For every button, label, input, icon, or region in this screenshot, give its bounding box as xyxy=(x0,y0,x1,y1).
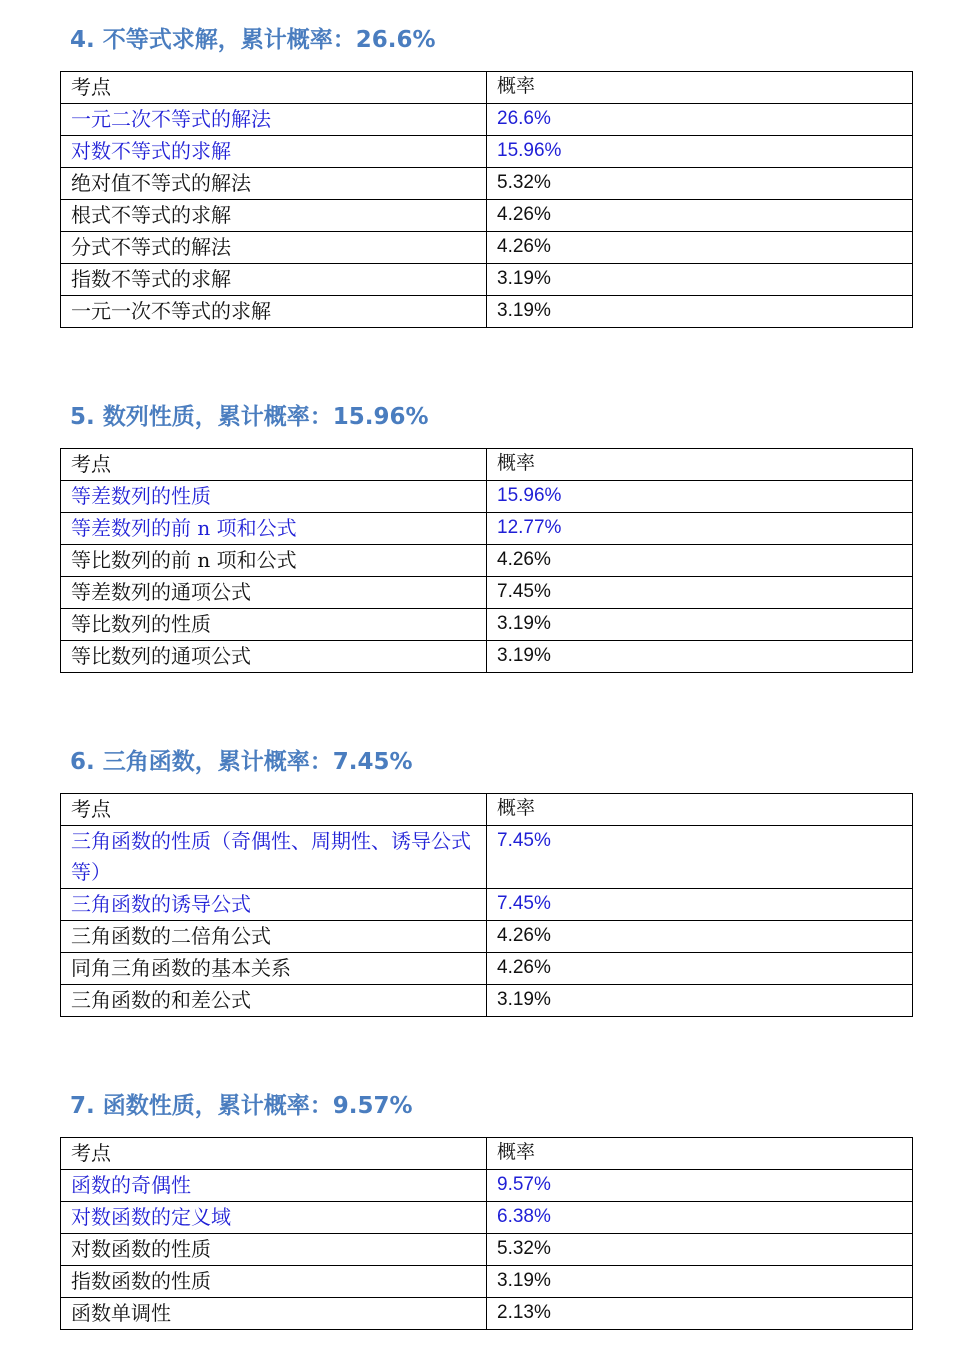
table-row xyxy=(61,953,913,985)
topic-cell: 对数函数的定义域 xyxy=(61,1202,487,1234)
table-row xyxy=(61,545,913,577)
probability-cell: 3.19% xyxy=(487,609,913,641)
table-row xyxy=(61,641,913,673)
section-functions xyxy=(60,1090,913,1325)
table-row xyxy=(61,296,913,328)
table-row xyxy=(61,921,913,953)
probability-cell: 4.26% xyxy=(487,921,913,953)
section-number: 5. xyxy=(70,404,95,430)
probability-cell: 3.19% xyxy=(487,296,913,328)
table-row xyxy=(61,1170,913,1202)
header-probability: 概率 xyxy=(487,1138,913,1170)
table-row xyxy=(61,1298,913,1330)
section-title: 不等式求解，累计概率：26.6% xyxy=(102,27,436,53)
header-topic: 考点 xyxy=(61,72,487,104)
topic-cell: 等差数列的通项公式 xyxy=(61,577,487,609)
section-number: 6. xyxy=(70,749,95,775)
section-sequence xyxy=(60,401,913,668)
table-row xyxy=(61,104,913,136)
table-header-row xyxy=(61,1138,913,1170)
section-heading xyxy=(70,746,913,778)
topic-cell: 对数函数的性质 xyxy=(61,1234,487,1266)
section-title: 函数性质，累计概率：9.57% xyxy=(102,1093,413,1119)
section-heading xyxy=(70,24,913,56)
topic-cell: 函数单调性 xyxy=(61,1298,487,1330)
header-probability: 概率 xyxy=(487,449,913,481)
table-header-row xyxy=(61,72,913,104)
topic-cell: 等比数列的性质 xyxy=(61,609,487,641)
topic-table xyxy=(60,793,913,1017)
table-row xyxy=(61,889,913,921)
table-row xyxy=(61,200,913,232)
topic-table xyxy=(60,1137,913,1330)
probability-cell: 3.19% xyxy=(487,1266,913,1298)
table-row xyxy=(61,577,913,609)
probability-cell: 4.26% xyxy=(487,232,913,264)
topic-table xyxy=(60,448,913,673)
topic-cell: 三角函数的性质（奇偶性、周期性、诱导公式等） xyxy=(61,826,487,889)
probability-cell: 3.19% xyxy=(487,641,913,673)
probability-cell: 3.19% xyxy=(487,264,913,296)
probability-cell: 4.26% xyxy=(487,953,913,985)
topic-cell: 三角函数的诱导公式 xyxy=(61,889,487,921)
topic-cell: 等比数列的通项公式 xyxy=(61,641,487,673)
table-row xyxy=(61,826,913,889)
topic-cell: 等差数列的前 n 项和公式 xyxy=(61,513,487,545)
table-row xyxy=(61,232,913,264)
header-topic: 考点 xyxy=(61,449,487,481)
header-probability: 概率 xyxy=(487,794,913,826)
topic-cell: 一元一次不等式的求解 xyxy=(61,296,487,328)
probability-cell: 7.45% xyxy=(487,889,913,921)
probability-cell: 6.38% xyxy=(487,1202,913,1234)
section-title: 三角函数，累计概率：7.45% xyxy=(102,749,413,775)
topic-cell: 三角函数的和差公式 xyxy=(61,985,487,1017)
topic-cell: 对数不等式的求解 xyxy=(61,136,487,168)
probability-cell: 4.26% xyxy=(487,545,913,577)
table-row xyxy=(61,264,913,296)
table-row xyxy=(61,481,913,513)
probability-cell: 15.96% xyxy=(487,481,913,513)
topic-cell: 根式不等式的求解 xyxy=(61,200,487,232)
probability-cell: 2.13% xyxy=(487,1298,913,1330)
topic-table xyxy=(60,71,913,328)
header-topic: 考点 xyxy=(61,1138,487,1170)
header-probability: 概率 xyxy=(487,72,913,104)
section-number: 7. xyxy=(70,1093,95,1119)
table-row xyxy=(61,513,913,545)
table-row xyxy=(61,136,913,168)
probability-cell: 5.32% xyxy=(487,168,913,200)
topic-cell: 绝对值不等式的解法 xyxy=(61,168,487,200)
table-row xyxy=(61,1202,913,1234)
topic-cell: 指数函数的性质 xyxy=(61,1266,487,1298)
topic-cell: 等差数列的性质 xyxy=(61,481,487,513)
probability-cell: 3.19% xyxy=(487,985,913,1017)
table-header-row xyxy=(61,449,913,481)
probability-cell: 26.6% xyxy=(487,104,913,136)
header-topic: 考点 xyxy=(61,794,487,826)
topic-cell: 等比数列的前 n 项和公式 xyxy=(61,545,487,577)
section-number: 4. xyxy=(70,27,95,53)
probability-cell: 4.26% xyxy=(487,200,913,232)
topic-cell: 分式不等式的解法 xyxy=(61,232,487,264)
table-header-row xyxy=(61,794,913,826)
section-trigonometry xyxy=(60,746,913,1012)
probability-cell: 7.45% xyxy=(487,577,913,609)
section-title: 数列性质，累计概率：15.96% xyxy=(102,404,429,430)
section-heading xyxy=(70,401,913,433)
topic-cell: 一元二次不等式的解法 xyxy=(61,104,487,136)
table-row xyxy=(61,985,913,1017)
probability-cell: 7.45% xyxy=(487,826,913,889)
section-heading xyxy=(70,1090,913,1122)
topic-cell: 函数的奇偶性 xyxy=(61,1170,487,1202)
table-row xyxy=(61,609,913,641)
topic-cell: 指数不等式的求解 xyxy=(61,264,487,296)
section-inequality xyxy=(60,24,913,323)
probability-cell: 9.57% xyxy=(487,1170,913,1202)
table-row xyxy=(61,168,913,200)
table-row xyxy=(61,1234,913,1266)
probability-cell: 5.32% xyxy=(487,1234,913,1266)
probability-cell: 15.96% xyxy=(487,136,913,168)
probability-cell: 12.77% xyxy=(487,513,913,545)
topic-cell: 三角函数的二倍角公式 xyxy=(61,921,487,953)
topic-cell: 同角三角函数的基本关系 xyxy=(61,953,487,985)
table-row xyxy=(61,1266,913,1298)
